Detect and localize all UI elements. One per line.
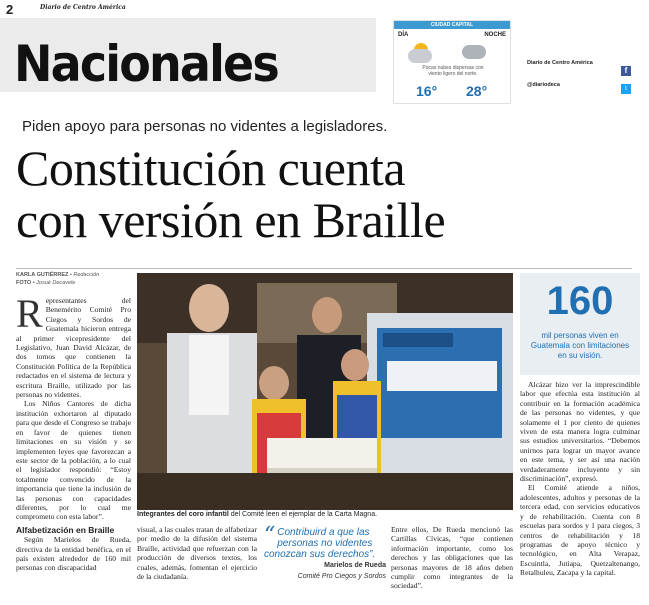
article-column-5 bbox=[520, 380, 640, 605]
caption-bold: Integrantes del coro infantil bbox=[137, 511, 229, 518]
byline: KARLA GUTIÉRREZ • Redacción FOTO • Josué Decavele bbox=[16, 272, 100, 286]
subhead: Alfabetización en Braille bbox=[16, 524, 115, 535]
facebook-label: Diario de Centro América bbox=[527, 60, 593, 66]
paragraph-5b: El Comité atiende a niños, adolescentes, adultos y personas de la tercera edad, con servicios educativos y de rehabilitación. Cuenta con 8 escuelas para sordos y 1 para ciegos, 3 centros de rehabilitación y 18 programas de apoyo técnico y tecnológico, en Alta Verapaz, Escuintla, Jutiapa, Quetzaltenango, Retalhuleu, Zacapa y la capital. bbox=[520, 483, 640, 578]
page-number: 2 bbox=[6, 2, 14, 17]
drop-cap: R bbox=[16, 296, 43, 336]
paragraph-2: Los Niños Cantores de dicha institución exhortaron al diputado para que desde el Congreso se trabaje en favor de quienes tienen limitaciones en su visión y se implementen leyes que favorezcan a este sector de la población, a lo cual el legislador respondió: “Estoy totalmente convencido de la importancia que tiene la inclusión de las personas con capacidades diferentes, por lo cual me comprometo con esta labor”. bbox=[16, 399, 131, 522]
author-name: KARLA GUTIÉRREZ bbox=[16, 272, 69, 278]
article-photo bbox=[137, 273, 513, 510]
headline-line-1: Constitución cuenta bbox=[16, 140, 406, 196]
headline-line-2: con versión en Braille bbox=[16, 192, 446, 248]
photo-credit: Josué Decavele bbox=[36, 280, 76, 286]
temp-day: 16° bbox=[416, 83, 438, 99]
quote-author: Marielos de Rueda bbox=[324, 562, 386, 569]
article-lead: Piden apoyo para personas no videntes a legisladores. bbox=[22, 118, 388, 135]
quote-role: Comité Pro Ciegos y Sordos bbox=[297, 573, 386, 580]
facebook-icon[interactable]: f bbox=[621, 66, 631, 76]
divider bbox=[16, 268, 632, 269]
weather-widget bbox=[393, 20, 511, 104]
cloud-icon bbox=[408, 49, 432, 63]
weather-night-label: NOCHE bbox=[484, 32, 506, 38]
photo-label: FOTO bbox=[16, 280, 32, 286]
quote-author-block bbox=[264, 560, 386, 582]
stat-box bbox=[520, 273, 640, 375]
social-links bbox=[513, 20, 633, 102]
stat-text: mil personas viven en Guatemala con limitaciones en su visión. bbox=[530, 331, 630, 360]
section-title: Nacionales bbox=[14, 35, 278, 93]
quote-mark-icon: “ bbox=[264, 523, 276, 548]
article-headline bbox=[16, 142, 616, 246]
photo-illustration bbox=[137, 273, 513, 510]
temp-night: 28° bbox=[466, 83, 488, 99]
pull-quote bbox=[264, 523, 386, 582]
paragraph-3: Según Marielos de Rueda, directiva de la entidad benéfica, en el país existen alrededor de 160 mil personas con discapacidad bbox=[16, 535, 131, 573]
twitter-icon[interactable]: t bbox=[621, 84, 631, 94]
paragraph-5a: Alcázar hizo ver la imprescindible labor que efectúa esta institución al contribuir en la formación académica de las personas no videntes, y que solamente el 1 por ciento de quienes viven de esta manera logra culminar sus estudios universitarios. “Debemos unirnos para lograr un mayor avance en este tema, y ser así una nación verdaderamente incluyente y sin discriminación”, expresó. bbox=[520, 380, 640, 484]
photo-caption bbox=[137, 511, 513, 518]
stat-number: 160 bbox=[546, 279, 614, 323]
twitter-label: @diariodeca bbox=[527, 82, 560, 88]
author-role: Redacción bbox=[73, 272, 100, 278]
quote-text: Contribuird a que las personas no videntes conozcan sus derechos”. bbox=[264, 527, 376, 560]
masthead: Diario de Centro América bbox=[40, 4, 126, 11]
paragraph-1: epresentantes del Benemérito Comité Pro Ciegos y Sordos de Guatemala hicieron entrega al primer vicepresidente del Legislativo, Juan David Alcázar, de dos tomos que contienen la Constitución Política de la República redactados en el sistema de lectura y escritura Braille, utilizado por las personas no videntes. bbox=[16, 296, 131, 400]
caption-rest: del Comité leen el ejemplar de la Carta Magna. bbox=[228, 511, 378, 518]
article-column-4: Entre ellos, De Rueda mencionó las Cartillas Cívicas, “que contienen información importante, como los derechos y las obligaciones que las personas mayores de 18 años deben cumplir como integrantes de la sociedad”. bbox=[391, 525, 513, 591]
weather-day-label: DÍA bbox=[398, 32, 409, 38]
cloud-night-icon bbox=[462, 45, 486, 59]
article-column-1 bbox=[16, 296, 131, 605]
article-column-2: visual, a las cuales tratan de alfabetizar por medio de la difusión del sistema Braille, actividad que refuerzan con la producción de diversos textos, los cuales, además, fomentan el ejercicio de la ciudadanía. bbox=[137, 525, 257, 582]
weather-header: CIUDAD CAPITAL bbox=[394, 21, 510, 29]
weather-description: Pocas nubes dispersas con viento ligero del norte. bbox=[422, 65, 484, 77]
